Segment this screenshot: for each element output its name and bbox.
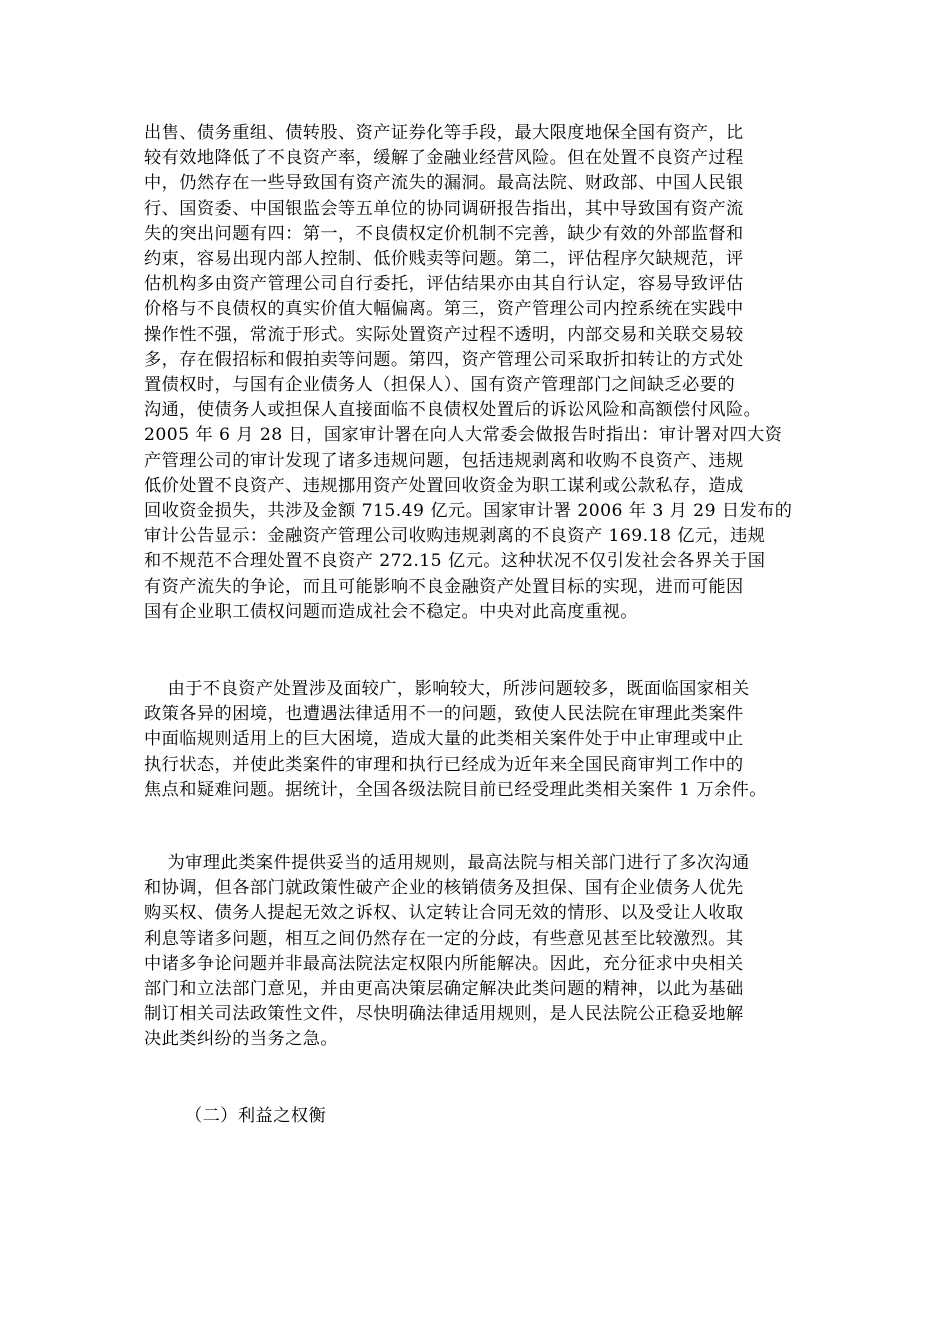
text-line: 估机构多由资产管理公司自行委托，评估结果亦由其自行认定，容易导致评估 <box>144 274 744 295</box>
text-line: 购买权、债务人提起无效之诉权、认定转让合同无效的情形、以及受让人收取 <box>144 903 744 924</box>
text-line: 价格与不良债权的真实价值大幅偏离。第三，资产管理公司内控系统在实践中 <box>144 299 744 320</box>
text-line: 部门和立法部门意见，并由更高决策层确定解决此类问题的精神，以此为基础 <box>144 979 744 1000</box>
text-line: 2005 年 6 月 28 日，国家审计署在向人大常委会做报告时指出：审计署对四大资 <box>144 425 783 446</box>
text-line: 低价处置不良资产、违规挪用资产处置回收资金为职工谋利或公款私存，造成 <box>144 475 744 496</box>
text-line: 制订相关司法政策性文件，尽快明确法律适用规则，是人民法院公正稳妥地解 <box>144 1004 744 1025</box>
text-line: 由于不良资产处置涉及面较广，影响较大，所涉问题较多，既面临国家相关 <box>144 679 750 699</box>
text-line: 产管理公司的审计发现了诸多违规问题，包括违规剥离和收购不良资产、违规 <box>144 450 744 471</box>
text-line: 为审理此类案件提供妥当的适用规则，最高法院与相关部门进行了多次沟通 <box>144 853 750 873</box>
text-line: 回收资金损失，共涉及金额 715.49 亿元。国家审计署 2006 年 3 月 29 日发布的 <box>144 501 793 522</box>
text-line: 较有效地降低了不良资产率，缓解了金融业经营风险。但在处置不良资产过程 <box>144 148 744 169</box>
paragraph-1 <box>144 121 810 625</box>
text-line: 利息等诸多问题，相互之间仍然存在一定的分歧，有些意见甚至比较激烈。其 <box>144 928 744 949</box>
section-heading: （二）利益之权衡 <box>185 1106 327 1126</box>
text-line: 和协调，但各部门就政策性破产企业的核销债务及担保、国有企业债务人优先 <box>144 878 744 899</box>
text-line: 焦点和疑难问题。据统计，全国各级法院目前已经受理此类相关案件 1 万余件。 <box>144 779 767 800</box>
paragraph-2 <box>144 677 810 803</box>
text-line: 置债权时，与国有企业债务人（担保人）、国有资产管理部门之间缺乏必要的 <box>144 375 736 396</box>
text-line: 中诸多争论问题并非最高法院法定权限内所能解决。因此，充分征求中央相关 <box>144 953 744 974</box>
text-line: 操作性不强，常流于形式。实际处置资产过程不透明，内部交易和关联交易较 <box>144 324 744 345</box>
text-line: 中，仍然存在一些导致国有资产流失的漏洞。最高法院、财政部、中国人民银 <box>144 173 744 194</box>
paragraph-3 <box>144 851 810 1053</box>
text-line: 国有企业职工债权问题而造成社会不稳定。中央对此高度重视。 <box>144 601 638 622</box>
text-line: 出售、债务重组、债转股、资产证券化等手段，最大限度地保全国有资产，比 <box>144 123 744 143</box>
text-line: 沟通，使债务人或担保人直接面临不良债权处置后的诉讼风险和高额偿付风险。 <box>144 400 762 421</box>
text-line: 和不规范不合理处置不良资产 272.15 亿元。这种状况不仅引发社会各界关于国 <box>144 551 766 572</box>
text-line: 政策各异的困境，也遭遇法律适用不一的问题，致使人民法院在审理此类案件 <box>144 704 744 725</box>
text-line: 审计公告显示：金融资产管理公司收购违规剥离的不良资产 169.18 亿元，违规 <box>144 526 766 547</box>
text-line: 中面临规则适用上的巨大困境，造成大量的此类相关案件处于中止审理或中止 <box>144 729 744 750</box>
text-line: 行、国资委、中国银监会等五单位的协同调研报告指出，其中导致国有资产流 <box>144 198 744 219</box>
text-line: 决此类纠纷的当务之急。 <box>144 1029 339 1050</box>
text-line: 有资产流失的争论，而且可能影响不良金融资产处置目标的实现，进而可能因 <box>144 576 744 597</box>
text-line: 多，存在假招标和假拍卖等问题。第四，资产管理公司采取折扣转让的方式处 <box>144 349 744 370</box>
text-line: 失的突出问题有四：第一，不良债权定价机制不完善，缺少有效的外部监督和 <box>144 223 744 244</box>
text-line: 执行状态，并使此类案件的审理和执行已经成为近年来全国民商审判工作中的 <box>144 754 744 775</box>
text-line: 约束，容易出现内部人控制、低价贱卖等问题。第二，评估程序欠缺规范，评 <box>144 249 744 270</box>
